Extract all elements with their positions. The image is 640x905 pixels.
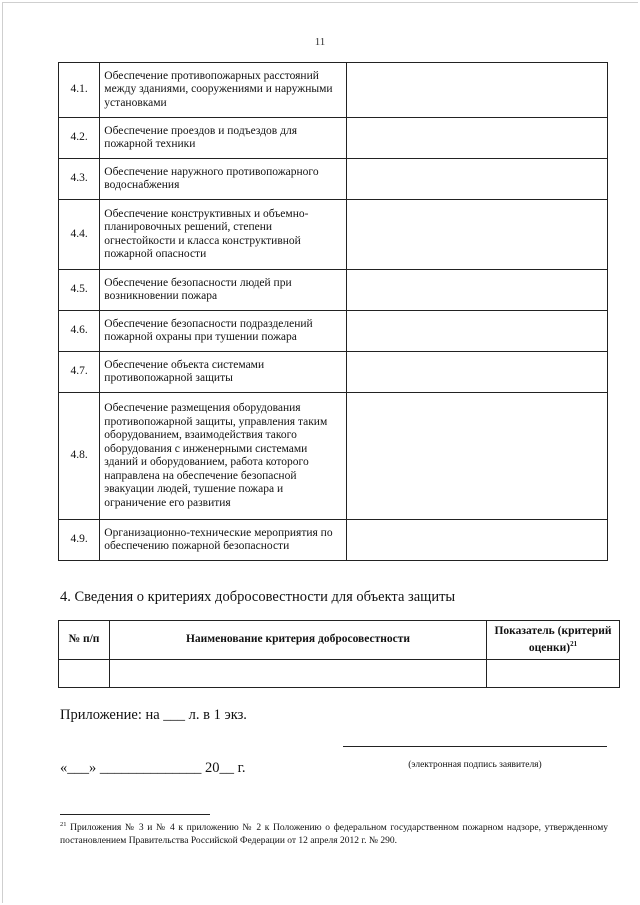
table-row [59, 393, 608, 520]
row-name: Обеспечение наружного противопожарного водоснабжения [100, 159, 347, 200]
row-name: Обеспечение безопасности людей при возникновении пожара [100, 270, 347, 311]
row-number: 4.4. [59, 200, 100, 270]
date-line: «___» ______________ 20__ г. [60, 760, 246, 776]
row-name: Обеспечение объекта системами противопожарной защиты [100, 352, 347, 393]
row-value [347, 352, 608, 393]
row-value [347, 63, 608, 118]
row-value [347, 311, 608, 352]
row-number: 4.5. [59, 270, 100, 311]
row-name: Обеспечение конструктивных и объемно-планировочных решений, степени огнестойкости и класса конструктивной пожарной опасности [100, 200, 347, 270]
table-row [59, 660, 620, 688]
table-row [59, 270, 608, 311]
row-number: 4.6. [59, 311, 100, 352]
signature-caption: (электронная подпись заявителя) [408, 760, 542, 770]
row-number: 4.3. [59, 159, 100, 200]
footnote-rule [60, 814, 210, 815]
integrity-criteria-table [58, 620, 620, 688]
column-header-indicator [487, 621, 620, 660]
row-value [347, 159, 608, 200]
section-title: 4. Сведения о критериях добросовестности для объекта защиты [60, 589, 456, 605]
row-number: 4.9. [59, 520, 100, 561]
table-row [59, 63, 608, 118]
row-value [347, 118, 608, 159]
row-name: Организационно-технические мероприятия по обеспечению пожарной безопасности [100, 520, 347, 561]
fire-safety-measures-table [58, 62, 608, 561]
footnote [60, 819, 608, 847]
row-name: Обеспечение проездов и подъездов для пожарной техники [100, 118, 347, 159]
row-value [347, 200, 608, 270]
footnote-number: 21 [60, 821, 67, 828]
row-number: 4.1. [59, 63, 100, 118]
table-row [59, 118, 608, 159]
empty-cell [487, 660, 620, 688]
row-number: 4.7. [59, 352, 100, 393]
row-value [347, 520, 608, 561]
table-row [59, 311, 608, 352]
page-number: 11 [314, 36, 326, 48]
row-number: 4.8. [59, 393, 100, 520]
indicator-header-text: Показатель (критерий оценки) [494, 624, 612, 654]
row-value [347, 393, 608, 520]
empty-cell [110, 660, 487, 688]
table-row [59, 352, 608, 393]
row-name: Обеспечение размещения оборудования противопожарной защиты, управления таким оборудованием, взаимодействия такого оборудования с инженерными системами зданий и оборудованием, работа которого направлена на обеспечение безопасной эвакуации людей, тушение пожара и ограничение его развития [100, 393, 347, 520]
row-name: Обеспечение безопасности подразделений пожарной охраны при тушении пожара [100, 311, 347, 352]
row-value [347, 270, 608, 311]
column-header-criterion: Наименование критерия добросовестности [110, 621, 487, 660]
signature-line [343, 746, 607, 747]
table-row [59, 159, 608, 200]
table-row [59, 520, 608, 561]
table-header-row [59, 621, 620, 660]
row-name: Обеспечение противопожарных расстояний между зданиями, сооружениями и наружными установками [100, 63, 347, 118]
row-number: 4.2. [59, 118, 100, 159]
footnote-text: Приложения № 3 и № 4 к приложению № 2 к Положению о федеральном государственном пожарном надзоре, утвержденному постановлением Правительства Российской Федерации от 12 апреля 2012 г. № 290. [60, 823, 608, 846]
column-header-number: № п/п [59, 621, 110, 660]
empty-cell [59, 660, 110, 688]
appendix-line: Приложение: на ___ л. в 1 экз. [60, 707, 247, 723]
footnote-marker: 21 [570, 640, 578, 649]
table-row [59, 200, 608, 270]
